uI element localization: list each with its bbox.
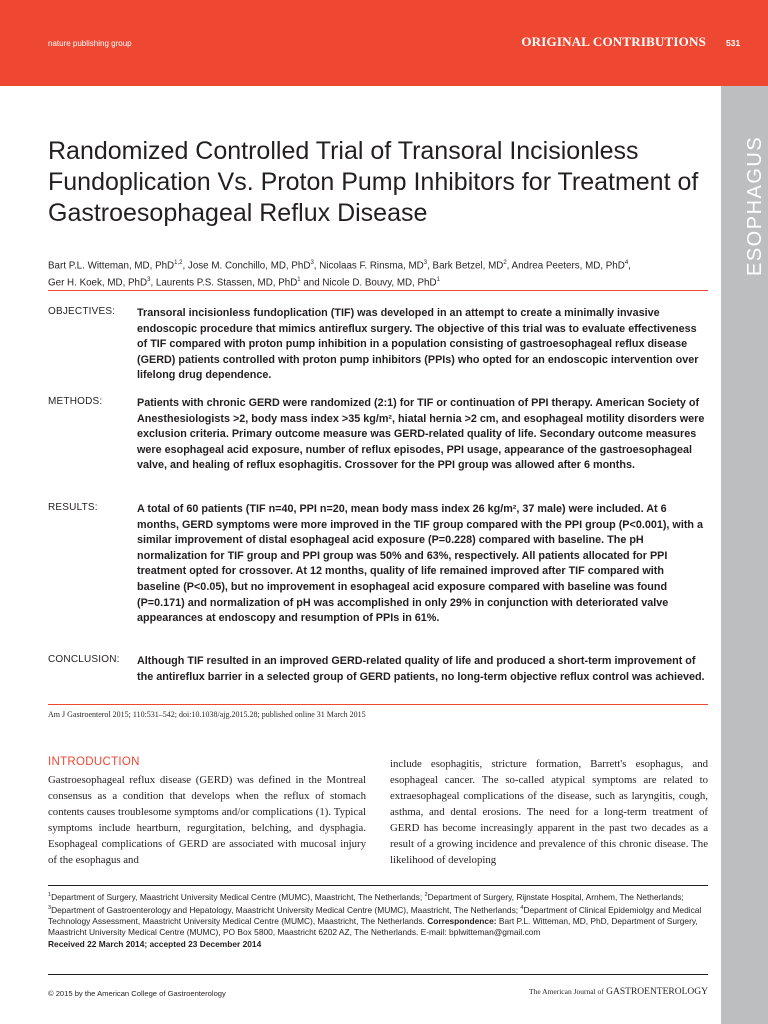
author-list [48,256,708,291]
abstract-bottom-rule [48,704,708,705]
abstract-label: RESULTS: [48,502,98,513]
abstract-label: METHODS: [48,396,103,407]
author-line-2: Ger H. Koek, MD, PhD$^3$, Laurents P.S. Stassen, MD, PhD$^1$ and Nicole D. Bouvy, MD, PhD$^1$ [48,277,440,289]
page-number: 531 [726,38,741,48]
footnote-rule [48,885,708,886]
article-title: Randomized Controlled Trial of Transoral Incisionless Fundoplication Vs. Proton Pump Inhibitors for Treatment of Gastroesophageal Reflux Disease [48,137,699,227]
correspondence-text: Bart P.L. Witteman, MD, PhD, Department of Surgery, Maastricht University Medical Centre (MUMC), PO Box 5800, Maastricht 6202 AZ, The Netherlands. E-mail: bplwitteman@gmail.com [48,916,698,938]
affiliations-block [48,890,710,950]
introduction-heading: INTRODUCTION [48,756,140,768]
journal-name [529,987,708,997]
body-column-right: include esophagitis, stricture formation, Barrett's esophagus, and esophageal cancer. The so-called atypical symptoms are related to extraesophageal complications of the disease, such as laryngitis, cough, asthma, and dental erosions. The need for a long-term treatment of GERD has become increasingly apparent in the past two decades as a result of a growing incidence and prevalence of this chronic disease. The likelihood of developing [390,758,708,866]
publisher-name: nature publishing group [48,39,132,48]
copyright-line: © 2015 by the American College of Gastroenterology [48,989,226,998]
sidebar-label: ESOPHAGUS [744,135,766,276]
footer-rule [48,974,708,975]
section-label: ORIGINAL CONTRIBUTIONS [521,34,706,49]
sidebar-label-wrap [722,135,766,280]
journal-title: GASTROENTEROLOGY [606,987,708,997]
author-line-1: Bart P.L. Witteman, MD, PhD$^{1,2}$, Jose M. Conchillo, MD, PhD$^3$, Nicolaas F. Rinsma, $MD^3$, Bark Betzel, $MD^2$, Andrea Peeters, MD, PhD$^4$, [48,260,631,272]
journal-prefix: The American Journal of [529,987,604,996]
abstract-text: A total of 60 patients (TIF n=40, PPI n=20, mean body mass index 26 kg/m², 37 male) were included. At 6 months, GERD symptoms were more improved in the TIF group compared with the PPI group (P<0.001), with a similar improvement of distal esophageal acid exposure (P=0.228) compared with baseline. The pH normalization for TIF group and PPI group was 50% and 63%, respectively. All patients allocated for PPI treatment opted for crossover. At 12 months, quality of life remained improved after TIF compared with baseline (P<0.05), but no improvement in esophageal acid exposure compared with baseline was found (P=0.171) and normalization of pH was accomplished in only 29% in conjunction with deteriorated valve appearances at endoscopy and resumption of PPIs in 61%. [137,503,704,625]
citation-line: Am J Gastroenterol 2015; 110:531–542; doi:10.1038/ajg.2015.28; published online 31 March 2015 [48,710,366,719]
abstract-text: Transoral incisionless fundoplication (TIF) was developed in an attempt to create a minimally invasive endoscopic procedure that mimics antireflux surgery. The objective of this trial was to evaluate effectiveness of TIF compared with proton pump inhibition in a population consisting of gastroesophageal reflux disease (GERD) patients controlled with proton pump inhibitors (PPIs) who opted for an endoscopic intervention over lifelong drug dependence. [137,307,699,382]
abstract-text: Patients with chronic GERD were randomized (2:1) for TIF or continuation of PPI therapy. American Society of Anesthesiologists >2, body mass index >35 kg/m², hiatal hernia >2 cm, and esophageal motility disorders were exclusion criteria. Primary outcome measure was GERD-related quality of life. Secondary outcome measures were esophageal acid exposure, number of reflux episodes, PPI usage, appearance of the gastroesophageal valve, and healing of reflux esophagitis. Crossover for the PPI group was allowed after 6 months. [137,397,705,472]
abstract-top-rule [48,290,708,291]
received-dates: Received 22 March 2014; accepted 23 December 2014 [48,938,262,949]
abstract-text: Although TIF resulted in an improved GERD-related quality of life and produced a short-term improvement of the antireflux barrier in a selected group of GERD patients, no long-term objective reflux control was achieved. [137,655,705,683]
abstract-label: CONCLUSION: [48,654,120,665]
abstract-label: OBJECTIVES: [48,306,116,317]
affiliations-text: $^1$Department of Surgery, Maastricht University Medical Centre (MUMC), Maastricht, The Netherlands; $^2$Department of Surgery, Rijnstate Hospital, Arnhem, The Netherlands; $^3$Department of Gastroenterology and Hepatology, Maastricht University Medical Centre (MUMC), Maastricht, The Netherlands; $^4$Department of Clinical Epidemiolgy and Medical Technology Assessment, Maastricht University Medical Centre (MUMC), Maastricht, The Netherlands. [48,891,702,927]
header-band [0,0,768,86]
body-column-left: Gastroesophageal reflux disease (GERD) was defined in the Montreal consensus as a condition that develops when the reflux of stomach contents causes troublesome symptoms and/or complications (1). Typical symptoms include heartburn, regurgitation, belching, and dysphagia. Esophageal complications of GERD are associated with mucosal injury of the esophagus and [48,774,366,866]
correspondence-label: Correspondence: [427,916,497,927]
